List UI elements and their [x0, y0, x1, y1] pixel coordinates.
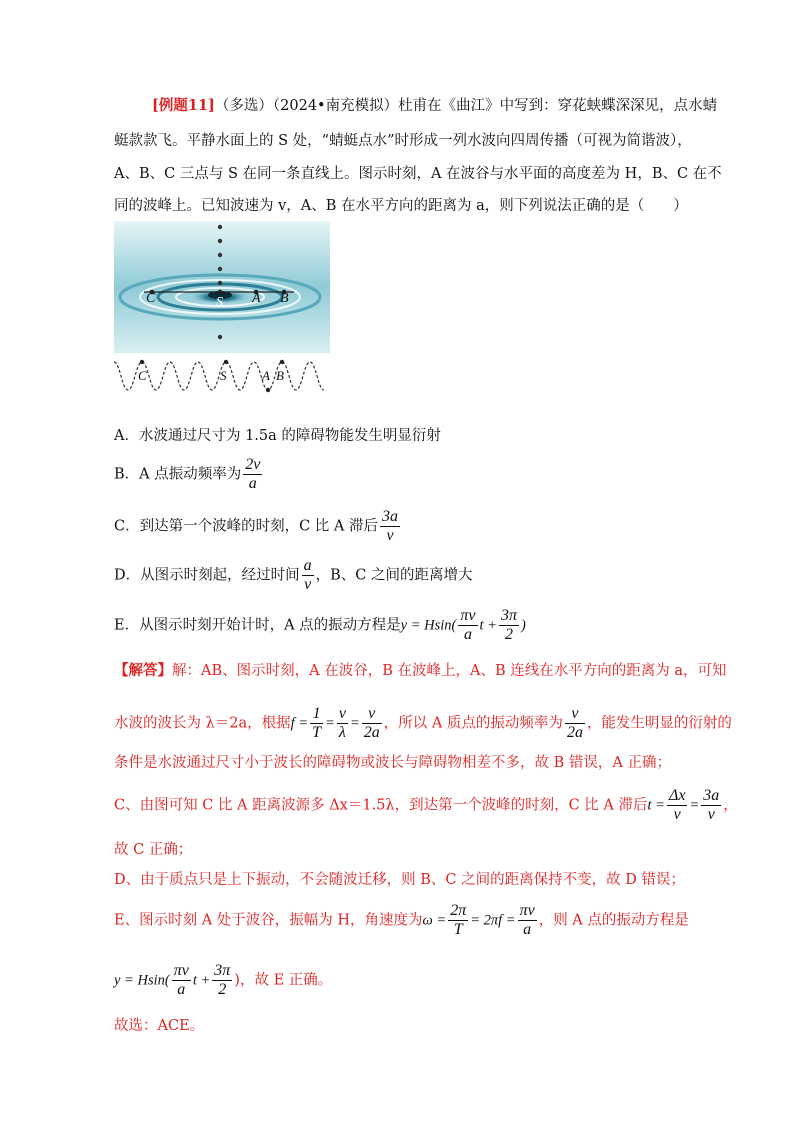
question-line-4: 同的波峰上。已知波速为 v，A、B 在水平方向的距离为 a，则下列说法正确的是（ ）: [114, 198, 688, 214]
option-e-frac1: [458, 607, 477, 644]
option-c-fraction: [380, 508, 400, 545]
question-line-2: 蜓款款飞。平静水面上的 S 处，“蜻蜓点水”时形成一列水波向四周传播（可视为简谐波），: [114, 133, 692, 149]
answer-l7-post: ，则 A 点的振动方程是: [538, 912, 689, 929]
answer-text-1: 解：AB、图示时刻，A 在波谷，B 在波峰上，A、B 连线在水平方向的距离为 a，可知: [172, 663, 727, 679]
answer-l2-frac3-den: 2a: [363, 724, 380, 741]
answer-line-9: 故选：ACE。: [114, 1018, 205, 1034]
option-d-post: ，B、C 之间的距离增大: [315, 567, 473, 584]
option-a: A．水波通过尺寸为 1.5a 的障碍物能发生明显衍射: [114, 428, 441, 444]
question-line-3: A、B、C 三点与 S 在同一条直线上。图示时刻，A 在波谷与水平面的高度差为 H，B、C 在不: [114, 166, 722, 182]
option-b-num: 2v: [245, 456, 261, 473]
answer-l8-frac1-den: a: [177, 981, 186, 998]
option-e-frac1-num: πv: [460, 607, 476, 624]
answer-l2-frac1-den: T: [312, 724, 322, 741]
answer-line-3: 条件是水波通过尺寸小于波长的障碍物或波长与障碍物相差不多，故 B 错误，A 正确；: [114, 755, 671, 771]
option-b-text: B．A 点振动频率为: [114, 466, 242, 483]
answer-l2-eq1: =: [325, 715, 335, 732]
figure-label-b: B: [280, 291, 289, 306]
question-line-1: [152, 96, 717, 116]
answer-l2-frac4: [565, 705, 585, 742]
answer-l8-frac1-num: πv: [173, 962, 189, 979]
answer-l4-frac2-den: v: [707, 806, 715, 823]
answer-l2-frac2-num: v: [338, 705, 346, 722]
answer-l8-frac2-den: 2: [218, 981, 227, 998]
option-e-frac2-num: 3π: [500, 607, 517, 624]
answer-line-4: [114, 787, 738, 824]
option-e-mid: t +: [479, 617, 497, 634]
answer-l2-eq2: =: [349, 715, 360, 732]
answer-l2-f: f =: [290, 715, 309, 732]
question-tag: [例题11]: [152, 97, 215, 114]
option-e: [114, 607, 526, 644]
option-c-den: v: [386, 527, 394, 544]
answer-l7-w: ω =: [422, 912, 447, 929]
answer-l2-post: ，能发生明显的衍射的: [586, 715, 732, 732]
wave-cross-section: [114, 356, 330, 396]
wave-label-s: S: [220, 368, 227, 383]
answer-line-7: [114, 902, 689, 939]
option-e-frac2: [499, 607, 519, 644]
option-d-fraction: [302, 557, 314, 594]
answer-l8-mid: t +: [192, 972, 211, 989]
option-d-den: v: [304, 576, 312, 593]
option-e-frac2-den: 2: [504, 626, 513, 643]
answer-l8-y: y = Hsin(: [114, 972, 170, 989]
answer-l2-frac3-num: v: [362, 705, 382, 724]
option-d: [114, 557, 472, 594]
answer-tag: 【解答】: [114, 662, 172, 679]
answer-l2-frac1: [310, 705, 323, 742]
answer-l2-mid: ，所以 A 质点的振动频率为: [383, 715, 563, 732]
answer-l7-frac2-den: a: [523, 921, 532, 938]
answer-l7-frac1: [448, 902, 468, 939]
option-c-num: 3a: [382, 508, 398, 525]
answer-l8-frac2: [212, 962, 232, 999]
answer-l2-frac4-num: v: [565, 705, 585, 724]
option-b: [114, 456, 264, 493]
answer-l4-pre: C、由图可知 C 比 A 距离波源多 Δx＝1.5λ，到达第一个波峰的时刻，C 比 A 滞后: [114, 797, 648, 814]
option-d-text: D．从图示时刻起，经过时间: [114, 567, 300, 584]
answer-l4-frac1: [667, 787, 688, 824]
answer-l4-t: t =: [647, 797, 665, 814]
answer-l8-frac1: [172, 962, 191, 999]
answer-l4-post: ，: [723, 797, 738, 814]
answer-line-6: D、由于质点只是上下振动，不会随波迁移，则 B、C 之间的距离保持不变，故 D 错误；: [114, 872, 685, 888]
answer-l2-frac3: [362, 705, 382, 742]
figure-label-c: C: [146, 291, 156, 306]
answer-l7-frac2: [518, 902, 537, 939]
answer-l7-frac2-num: πv: [519, 902, 535, 919]
water-ripple-figure: [114, 221, 330, 353]
option-c: [114, 508, 402, 545]
answer-line-8: [114, 962, 332, 999]
answer-l2-frac4-den: 2a: [566, 724, 583, 741]
answer-l7-frac1-num: 2π: [450, 902, 467, 919]
answer-l2-frac1-num: 1: [310, 705, 323, 724]
option-e-close: ): [520, 617, 526, 634]
answer-l8-post: )，故 E 正确。: [234, 972, 333, 989]
answer-l7-pre: E、图示时刻 A 处于波谷，振幅为 H，角速度为: [114, 912, 423, 929]
option-e-text: E．从图示时刻开始计时，A 点的振动方程是: [114, 617, 401, 634]
answer-l2-frac2: [337, 705, 348, 742]
answer-l4-eq: =: [689, 797, 700, 814]
answer-l2-frac2-den: λ: [338, 724, 346, 741]
answer-l4-frac2: [701, 787, 721, 824]
answer-l8-frac2-num: 3π: [214, 962, 231, 979]
figure-label-s: S: [216, 295, 223, 310]
answer-l7-frac1-den: T: [453, 921, 463, 938]
answer-l4-frac2-num: 3a: [703, 787, 720, 804]
option-e-frac1-den: a: [463, 626, 472, 643]
answer-l7-eq: = 2πf =: [470, 912, 516, 929]
figure-label-a: A: [252, 291, 261, 306]
option-d-num: a: [303, 557, 312, 574]
wave-label-c: C: [138, 368, 147, 383]
answer-line-2: [114, 705, 732, 742]
wave-label-a: A: [262, 368, 270, 383]
question-text-1: （多选）（2024•南充模拟）杜甫在《曲江》中写到：穿花蛱蝶深深见，点水蜻: [214, 98, 718, 114]
answer-l4-frac1-den: v: [673, 806, 681, 823]
answer-l4-frac1-num: Δx: [668, 787, 686, 804]
answer-line-1: [114, 661, 726, 681]
water-ripple-svg: [114, 221, 330, 353]
answer-line-5: 故 C 正确；: [114, 842, 193, 858]
option-c-text: C．到达第一个波峰的时刻，C 比 A 滞后: [114, 518, 378, 535]
wave-label-b: B: [276, 368, 284, 383]
option-b-fraction: [243, 456, 262, 493]
answer-l2-pre: 水波的波长为 λ＝2a，根据: [114, 715, 291, 732]
option-e-y: y = Hsin(: [400, 617, 457, 634]
option-b-den: a: [248, 475, 257, 492]
